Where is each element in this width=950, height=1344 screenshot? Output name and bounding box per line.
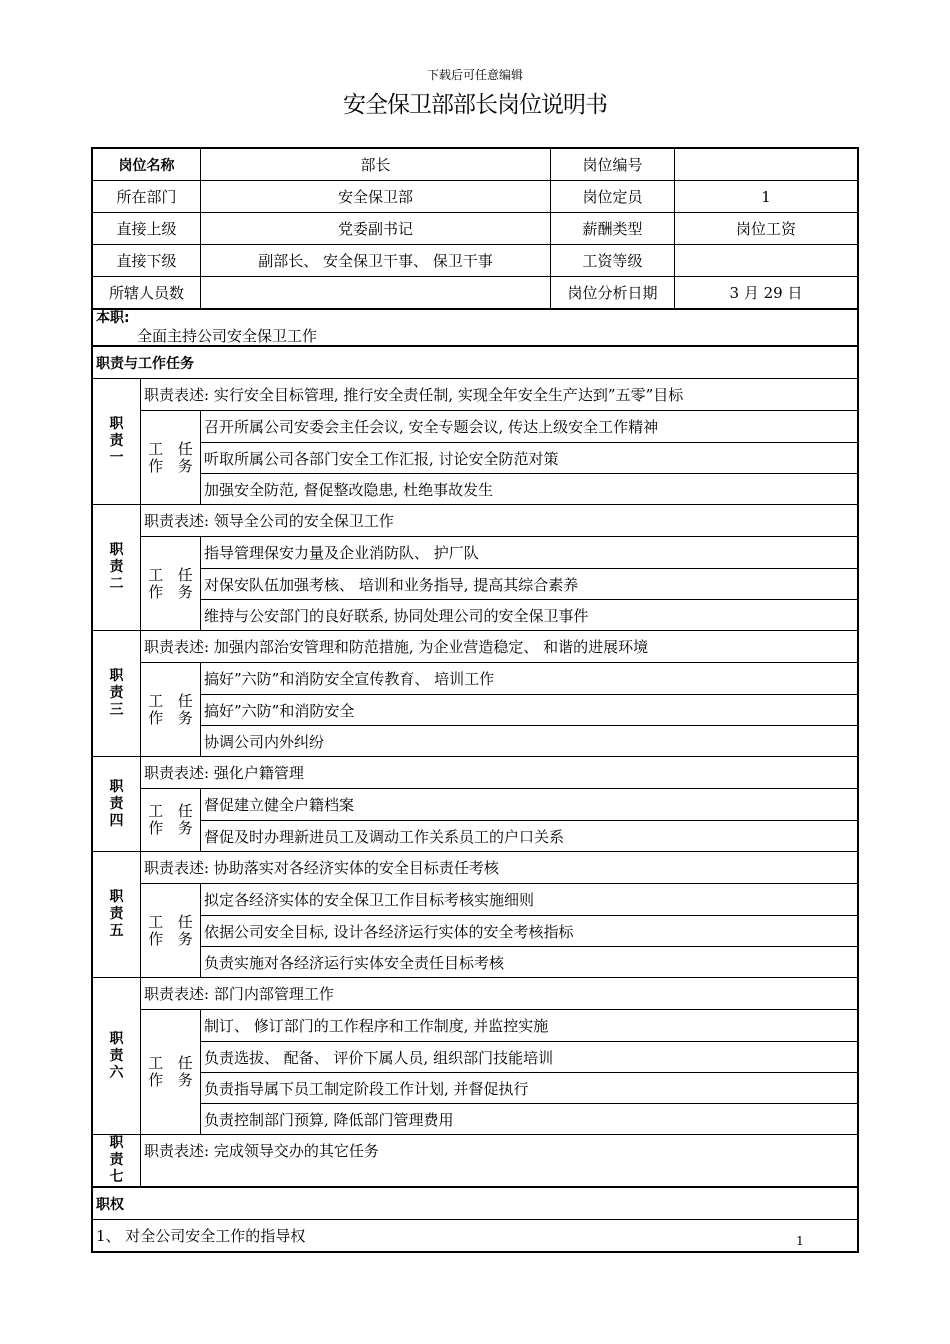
task-item: 负责选拔、 配备、 评价下属人员, 组织部门技能培训 [201, 1041, 857, 1072]
headcount-label: 岗位定员 [550, 181, 674, 212]
info-row-1 [93, 149, 857, 180]
authority-heading-row [93, 1186, 857, 1219]
task-item: 拟定各经济实体的安全保卫工作目标考核实施细则 [204, 891, 535, 909]
duties-list [93, 378, 857, 1186]
task-label: 工作 任务 [148, 691, 193, 727]
task-label: 工作 任务 [148, 439, 193, 475]
authority-row [93, 1219, 857, 1251]
duty-label: 职 责 六 [109, 1030, 124, 1081]
task-item: 负责控制部门预算, 降低部门管理费用 [201, 1103, 857, 1134]
task-list [200, 663, 857, 756]
duty-body [140, 631, 857, 756]
task-item: 对保安队伍加强考核、 培训和业务指导, 提高其综合素养 [201, 568, 857, 599]
salary-grade-label: 工资等级 [550, 245, 674, 276]
page-number: 1 [796, 1234, 804, 1248]
department-label: 所在部门 [116, 188, 177, 206]
task-item: 负责实施对各经济运行实体安全责任目标考核 [201, 946, 857, 977]
duty-block [93, 756, 857, 851]
summary-section [93, 308, 857, 345]
duties-heading-row [93, 345, 857, 378]
task-list [200, 411, 857, 504]
task-list [200, 537, 857, 630]
duty-description: 职责表述: 实行安全目标管理, 推行安全责任制, 实现全年安全生产达到”五零”目标 [144, 386, 684, 404]
task-item: 督促及时办理新进员工及调动工作关系员工的户口关系 [201, 820, 857, 851]
duty-block [93, 504, 857, 630]
subordinates-label: 直接下级 [116, 252, 177, 270]
duty-block [93, 977, 857, 1134]
duty-description: 职责表述: 加强内部治安管理和防范措施, 为企业营造稳定、 和谐的进展环境 [144, 638, 649, 656]
task-item: 听取所属公司各部门安全工作汇报, 讨论安全防范对策 [201, 442, 857, 473]
task-item: 加强安全防范, 督促整改隐患, 杜绝事故发生 [201, 473, 857, 504]
duty-tasks [141, 536, 857, 630]
info-row-5 [93, 276, 857, 308]
duty-label: 职 责 七 [109, 1135, 124, 1185]
duty-body [140, 757, 857, 851]
analysis-date-label: 岗位分析日期 [550, 277, 674, 308]
task-label: 工作 任务 [148, 1054, 193, 1089]
task-item: 督促建立健全户籍档案 [204, 796, 355, 814]
duty-body [140, 1135, 857, 1186]
authority-item: 1、 对全公司安全工作的指导权 [96, 1227, 306, 1245]
duty-description: 职责表述: 领导全公司的安全保卫工作 [144, 512, 394, 530]
task-item: 指导管理保安力量及企业消防队、 护厂队 [204, 544, 479, 562]
task-list [200, 789, 857, 851]
duty-label: 职 责 一 [109, 416, 124, 466]
analysis-date-value: 3 月 29 日 [674, 277, 857, 308]
task-item: 制订、 修订部门的工作程序和工作制度, 并监控实施 [204, 1017, 549, 1035]
duty-block [93, 851, 857, 977]
summary-text: 全面主持公司安全保卫工作 [137, 327, 318, 345]
task-label: 工作 任务 [148, 565, 193, 601]
duty-description: 职责表述: 协助落实对各经济实体的安全目标责任考核 [144, 859, 499, 877]
task-list [200, 884, 857, 977]
duty-tasks [141, 883, 857, 977]
task-list [200, 1010, 857, 1134]
task-item: 召开所属公司安委会主任会议, 安全专题会议, 传达上级安全工作精神 [204, 418, 659, 436]
task-item: 搞好”六防”和消防安全宣传教育、 培训工作 [204, 670, 495, 688]
task-item: 协调公司内外纠纷 [201, 725, 857, 756]
duty-label: 职 责 二 [109, 542, 124, 592]
duty-label: 职 责 三 [109, 668, 124, 718]
duty-body [140, 505, 857, 630]
task-item: 依据公司安全目标, 设计各经济运行实体的安全考核指标 [201, 915, 857, 946]
duties-heading: 职责与工作任务 [96, 355, 194, 372]
position-name-label: 岗位名称 [118, 157, 175, 174]
position-code-label: 岗位编号 [550, 149, 674, 180]
info-row-4 [93, 244, 857, 276]
staff-count-label: 所辖人员数 [108, 284, 184, 302]
task-item: 维持与公安部门的良好联系, 协同处理公司的安全保卫事件 [201, 599, 857, 630]
duty-body [140, 852, 857, 977]
salary-type-label: 薪酬类型 [550, 213, 674, 244]
duty-body [140, 978, 857, 1134]
duty-block [93, 1134, 857, 1186]
subordinates-value: 副部长、 安全保卫干事、 保卫干事 [200, 245, 550, 276]
superior-label: 直接上级 [116, 220, 177, 238]
duty-tasks [141, 1009, 857, 1134]
task-label: 工作 任务 [148, 912, 193, 948]
duty-tasks [141, 410, 857, 504]
task-item: 搞好”六防”和消防安全 [201, 694, 857, 725]
duty-tasks [141, 788, 857, 851]
position-name-value: 部长 [200, 149, 550, 180]
duty-description: 职责表述: 强化户籍管理 [144, 764, 304, 782]
superior-value: 党委副书记 [200, 213, 550, 244]
document-title: 安全保卫部部长岗位说明书 [343, 92, 607, 118]
task-label: 工作 任务 [148, 802, 193, 837]
header-note: 下载后可任意编辑 [426, 68, 523, 82]
duty-label: 职 责 五 [109, 889, 124, 939]
duty-body [140, 379, 857, 504]
duty-description: 职责表述: 部门内部管理工作 [144, 985, 334, 1003]
position-code-value [674, 149, 857, 180]
authority-heading: 职权 [96, 1196, 124, 1213]
info-row-2 [93, 180, 857, 212]
info-row-3 [93, 212, 857, 244]
staff-count-value [200, 277, 550, 308]
duty-block [93, 378, 857, 504]
headcount-value: 1 [674, 181, 857, 212]
department-value: 安全保卫部 [200, 181, 550, 212]
salary-type-value: 岗位工资 [674, 213, 857, 244]
salary-grade-value [674, 245, 857, 276]
duty-block [93, 630, 857, 756]
summary-heading: 本职: [96, 310, 130, 326]
duty-tasks [141, 662, 857, 756]
task-item: 负责指导属下员工制定阶段工作计划, 并督促执行 [201, 1072, 857, 1103]
duty-description: 职责表述: 完成领导交办的其它任务 [144, 1142, 379, 1160]
duty-label: 职 责 四 [109, 778, 124, 829]
job-description-table [91, 147, 859, 1253]
